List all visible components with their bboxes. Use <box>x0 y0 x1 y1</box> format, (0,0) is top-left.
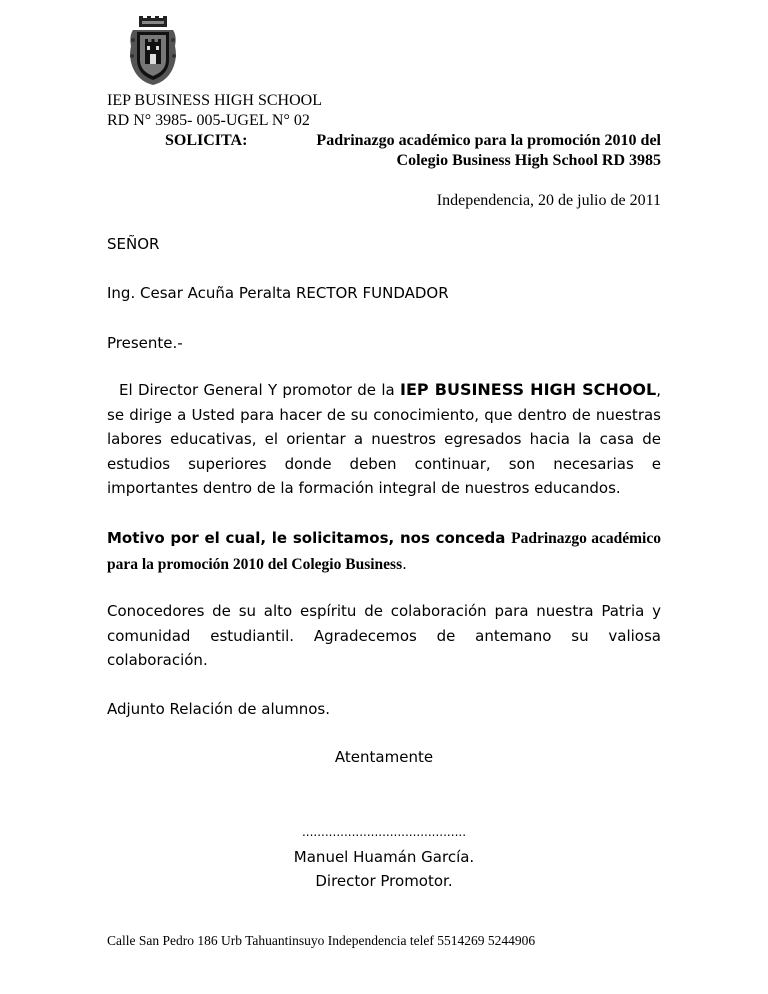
body-paragraph-2 <box>107 526 661 577</box>
p1-intro: El Director General Y promotor de la <box>119 381 401 399</box>
body-paragraph-3: Conocedores de su alto espíritu de colaboración para nuestra Patria y comunidad estudiantil. Agradecemos de antemano su valiosa colaboración. <box>107 602 661 670</box>
school-name: IEP BUSINESS HIGH SCHOOL <box>107 92 322 109</box>
p2-bold-text: Motivo por el cual, le solicitamos, nos conceda <box>107 529 512 547</box>
school-crest-icon <box>127 16 179 86</box>
body-paragraph-1 <box>107 378 661 501</box>
signature-line: ........................................... <box>301 825 467 839</box>
recipient-line: Ing. Cesar Acuña Peralta RECTOR FUNDADOR <box>107 284 449 302</box>
footer-address: Calle San Pedro 186 Urb Tahuantinsuyo Independencia telef 5514269 5244906 <box>107 933 536 948</box>
date-line: Independencia, 20 de julio de 2011 <box>436 192 661 209</box>
solicita-subject-line-2: Colegio Business High School RD 3985 <box>396 152 661 169</box>
presente-line: Presente.- <box>107 334 183 352</box>
p2-serif-text: Padrinazgo académico para la promoción 2010 del Colegio Business <box>107 530 661 573</box>
body-paragraph-4: Adjunto Relación de alumnos. <box>107 700 330 718</box>
p1-school-name: IEP BUSINESS HIGH SCHOOL <box>400 380 657 399</box>
salutation-title: SEÑOR <box>107 235 160 253</box>
solicita-subject-line-1: Padrinazgo académico para la promoción 2010 del <box>316 132 661 149</box>
resolution-number: RD N° 3985- 005-UGEL N° 02 <box>107 112 310 129</box>
p1-rest: , se dirige a Usted para hacer de su conocimiento, que dentro de nuestras labores educativas, el orientar a nuestros egresados hacia la casa de estudios superiores donde deben continuar, son necesarias e importantes dentro de la formación integral de nuestros educandos. <box>107 381 661 498</box>
closing-atentamente: Atentamente <box>334 748 434 766</box>
solicita-label: SOLICITA: <box>165 132 248 149</box>
signer-name: Manuel Huamán García. <box>293 848 475 866</box>
signer-title: Director Promotor. <box>315 872 453 890</box>
p2-end: . <box>402 554 407 573</box>
